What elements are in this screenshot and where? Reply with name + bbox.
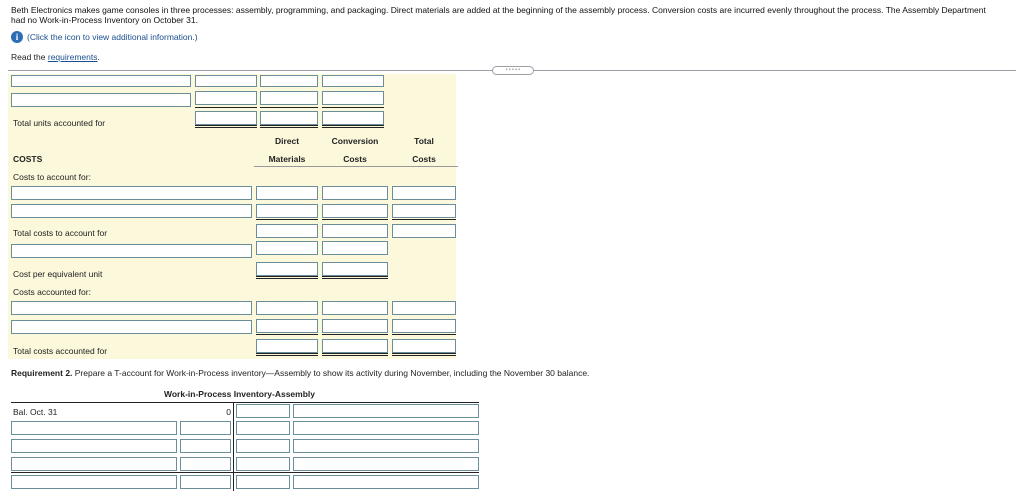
- cost-line-1-cc[interactable]: [322, 186, 388, 200]
- underline: [322, 107, 384, 108]
- credit-amount-input-3[interactable]: [293, 439, 479, 453]
- total-units-label: Total units accounted for: [13, 118, 106, 128]
- requirement-2: [11, 368, 589, 378]
- problem-description: [11, 5, 1001, 25]
- double-underline: [322, 276, 388, 279]
- units-input-2b[interactable]: [260, 91, 318, 105]
- units-input-2c[interactable]: [322, 91, 384, 105]
- eu-label-input[interactable]: [11, 244, 252, 258]
- header-rule: [254, 166, 458, 167]
- total-units-input-c[interactable]: [322, 111, 384, 125]
- read-prefix: Read the: [11, 52, 48, 62]
- balance-amount-input[interactable]: [180, 475, 231, 489]
- total-units-input-b[interactable]: [260, 111, 318, 125]
- taccount-center-rule: [233, 402, 234, 491]
- credit-label-input-2[interactable]: [236, 421, 290, 435]
- credit-label-input-5[interactable]: [236, 475, 290, 489]
- cost-line-1-total[interactable]: [392, 186, 456, 200]
- double-underline: [256, 353, 318, 356]
- requirements-link[interactable]: requirements: [47, 52, 98, 62]
- credit-amount-input-4[interactable]: [293, 457, 479, 471]
- accounted-line-1-total[interactable]: [392, 301, 456, 315]
- total-accounted-total[interactable]: [392, 339, 456, 353]
- underline: [256, 334, 318, 335]
- accounted-line-1-label-input[interactable]: [11, 301, 252, 315]
- cost-line-1-dm[interactable]: [256, 186, 318, 200]
- resize-handle[interactable]: • • • • •: [492, 66, 534, 75]
- total-cost-dm[interactable]: [256, 224, 318, 238]
- accounted-line-2-cc[interactable]: [322, 319, 388, 333]
- taccount-title: Work-in-Process Inventory-Assembly: [164, 389, 315, 399]
- accounted-line-2-dm[interactable]: [256, 319, 318, 333]
- header-total: Total: [414, 136, 434, 146]
- additional-info-text[interactable]: (Click the icon to view additional information.): [27, 32, 198, 42]
- problem-text: Beth Electronics makes game consoles in three processes: assembly, programming, and packaging. Direct materials are added at the beginning of the assembly process. Conversion costs are incurred evenly throughout the process. The Assembly Department had no Work-in-Process Inventory on October 31.: [11, 5, 986, 25]
- double-underline: [322, 125, 384, 128]
- total-costs-to-account-label: Total costs to account for: [13, 228, 108, 238]
- eu-cc[interactable]: [322, 241, 388, 255]
- cost-per-eu-dm[interactable]: [256, 262, 318, 276]
- header-materials: Materials: [268, 154, 306, 164]
- underline: [195, 107, 257, 108]
- double-underline: [256, 276, 318, 279]
- total-accounted-dm[interactable]: [256, 339, 318, 353]
- accounted-line-2-total[interactable]: [392, 319, 456, 333]
- debit-amount-input-2[interactable]: [180, 439, 231, 453]
- bal-oct-label: Bal. Oct. 31: [13, 407, 58, 417]
- read-requirements: [11, 52, 100, 62]
- additional-info-link[interactable]: [11, 31, 198, 43]
- credit-amount-input-5[interactable]: [293, 475, 479, 489]
- double-underline: [260, 125, 318, 128]
- credit-label-input-1[interactable]: [236, 404, 290, 418]
- units-input-1a[interactable]: [195, 75, 257, 87]
- cost-per-eu-label: Cost per equivalent unit: [13, 269, 103, 279]
- header-direct: Direct: [274, 136, 300, 146]
- cost-per-eu-cc[interactable]: [322, 262, 388, 276]
- balance-label-input[interactable]: [11, 475, 177, 489]
- requirement-2-text: Prepare a T-account for Work-in-Process inventory—Assembly to show its activity during November, including the November 30 balance.: [72, 368, 590, 378]
- requirement-2-label: Requirement 2.: [11, 368, 73, 378]
- accounted-line-2-label-input[interactable]: [11, 320, 252, 334]
- header-total-costs: Costs: [412, 154, 436, 164]
- debit-label-input-1[interactable]: [11, 421, 177, 435]
- units-label-input-1[interactable]: [11, 75, 191, 87]
- double-underline: [392, 353, 456, 356]
- header-conversion: Conversion: [331, 136, 379, 146]
- total-units-input-a[interactable]: [195, 111, 257, 125]
- total-accounted-cc[interactable]: [322, 339, 388, 353]
- underline: [260, 107, 318, 108]
- underline: [392, 219, 456, 220]
- underline: [322, 334, 388, 335]
- total-cost-cc[interactable]: [322, 224, 388, 238]
- credit-label-input-4[interactable]: [236, 457, 290, 471]
- underline: [322, 219, 388, 220]
- debit-label-input-3[interactable]: [11, 457, 177, 471]
- cost-line-2-dm[interactable]: [256, 204, 318, 218]
- underline: [256, 219, 318, 220]
- eu-dm[interactable]: [256, 241, 318, 255]
- double-underline: [195, 125, 257, 128]
- accounted-line-1-cc[interactable]: [322, 301, 388, 315]
- costs-heading: COSTS: [13, 154, 43, 164]
- units-input-1c[interactable]: [322, 75, 384, 87]
- credit-amount-input-1[interactable]: [293, 404, 479, 418]
- read-suffix: .: [97, 52, 100, 62]
- units-input-1b[interactable]: [260, 75, 318, 87]
- cost-line-1-label-input[interactable]: [11, 186, 252, 200]
- cost-line-2-total[interactable]: [392, 204, 456, 218]
- debit-label-input-2[interactable]: [11, 439, 177, 453]
- taccount-top-rule: [11, 402, 479, 403]
- credit-amount-input-2[interactable]: [293, 421, 479, 435]
- double-underline: [322, 353, 388, 356]
- bal-oct-value: 0: [226, 407, 231, 417]
- cost-line-2-label-input[interactable]: [11, 204, 252, 218]
- info-icon[interactable]: i: [11, 31, 23, 43]
- costs-accounted-label: Costs accounted for:: [13, 287, 91, 297]
- credit-label-input-3[interactable]: [236, 439, 290, 453]
- total-costs-accounted-label: Total costs accounted for: [13, 346, 108, 356]
- units-input-2a[interactable]: [195, 91, 257, 105]
- total-cost-total[interactable]: [392, 224, 456, 238]
- units-label-input-2[interactable]: [11, 93, 191, 107]
- cost-line-2-cc[interactable]: [322, 204, 388, 218]
- debit-amount-input-1[interactable]: [180, 421, 231, 435]
- header-conversion-costs: Costs: [343, 154, 367, 164]
- accounted-line-1-dm[interactable]: [256, 301, 318, 315]
- underline: [392, 334, 456, 335]
- costs-to-account-label: Costs to account for:: [13, 172, 91, 182]
- taccount-bottom-rule: [11, 472, 479, 473]
- debit-amount-input-3[interactable]: [180, 457, 231, 471]
